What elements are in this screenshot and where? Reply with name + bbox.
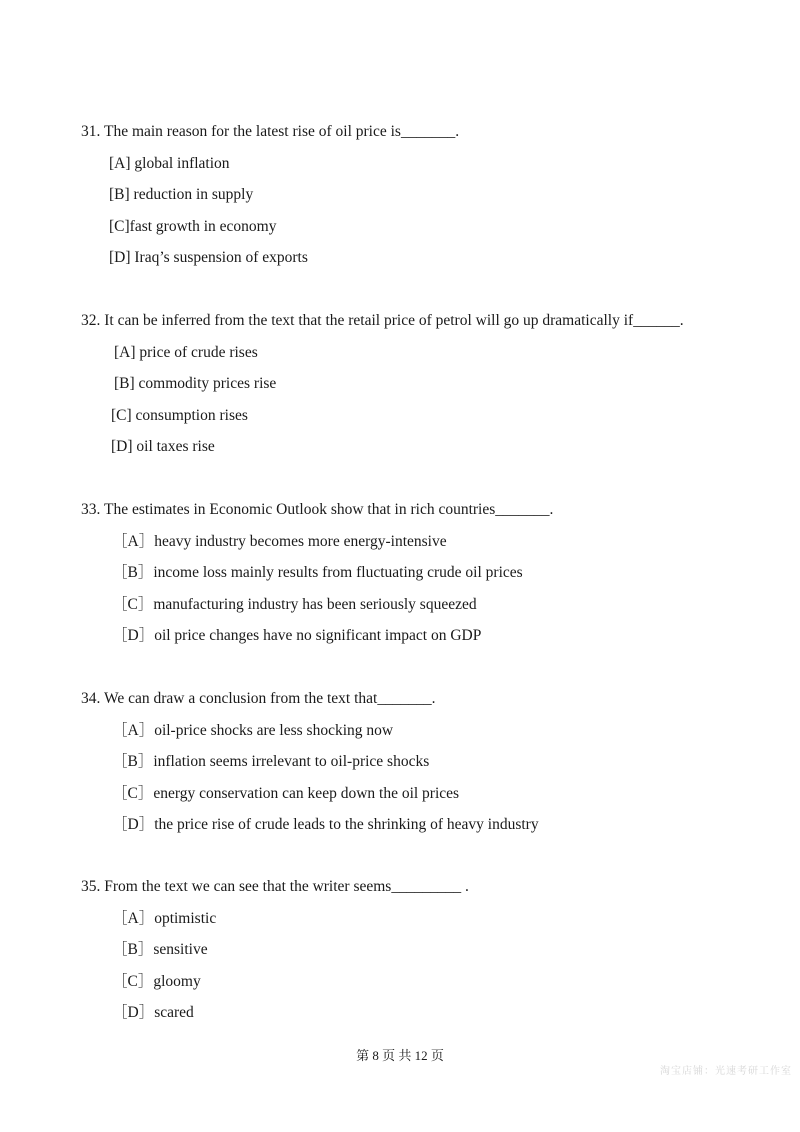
- option-d: ［D］the price rise of crude leads to the shrinking of heavy industry: [112, 816, 539, 833]
- option-c: ［C］energy conservation can keep down the oil prices: [112, 785, 460, 802]
- question-stem: 33. The estimates in Economic Outlook show that in rich countries_______.: [81, 501, 554, 518]
- option-b: [B] commodity prices rise: [114, 375, 277, 392]
- option-d: ［D］oil price changes have no significant impact on GDP: [112, 627, 482, 644]
- question-stem: 32. It can be inferred from the text that the retail price of petrol will go up dramatically if______.: [81, 312, 684, 329]
- option-b: ［B］sensitive: [112, 941, 208, 958]
- watermark: 淘宝店铺：光速考研工作室: [660, 1066, 792, 1077]
- question-stem: 31. The main reason for the latest rise of oil price is_______.: [81, 123, 460, 140]
- option-d: ［D］scared: [112, 1004, 194, 1021]
- option-c: ［C］manufacturing industry has been seriously squeezed: [112, 596, 477, 613]
- option-d: [D] Iraq’s suspension of exports: [109, 249, 308, 266]
- option-d: [D] oil taxes rise: [111, 438, 215, 455]
- option-a: ［A］heavy industry becomes more energy-intensive: [112, 533, 447, 550]
- option-c: [C]fast growth in economy: [109, 218, 277, 235]
- question-stem: 34. We can draw a conclusion from the text that_______.: [81, 690, 436, 707]
- option-c: [C] consumption rises: [111, 407, 248, 424]
- option-c: ［C］gloomy: [112, 973, 201, 990]
- question-stem: 35. From the text we can see that the writer seems_________ .: [81, 878, 469, 895]
- option-a: [A] global inflation: [109, 155, 230, 172]
- option-a: ［A］optimistic: [112, 910, 217, 927]
- option-a: ［A］oil-price shocks are less shocking now: [112, 722, 394, 739]
- option-b: ［B］inflation seems irrelevant to oil-price shocks: [112, 753, 430, 770]
- page-number: 第 8 页 共 12 页: [356, 1048, 444, 1063]
- option-b: ［B］income loss mainly results from fluctuating crude oil prices: [112, 564, 523, 581]
- option-a: [A] price of crude rises: [114, 344, 258, 361]
- option-b: [B] reduction in supply: [109, 186, 254, 203]
